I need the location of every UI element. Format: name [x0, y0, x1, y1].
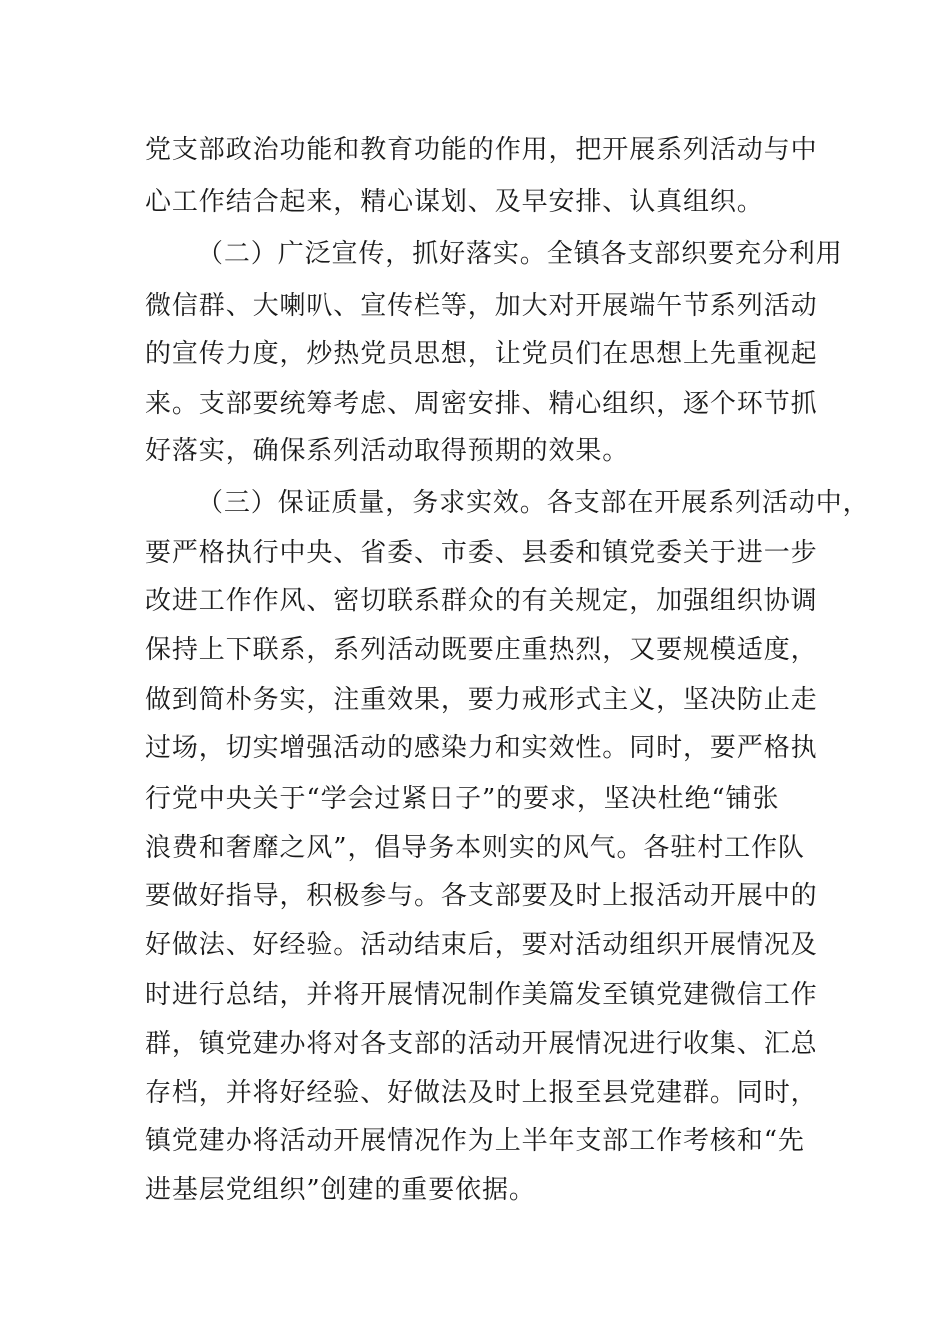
paragraph-start-line: （三）保证质量，务求实效。各支部在开展系列活动中，: [197, 488, 870, 518]
text-line: 来。支部要统筹考虑、周密安排、精心组织，逐个环节抓: [145, 389, 818, 419]
text-line: 行党中央关于“学会过紧日子”的要求，坚决杜绝“铺张: [145, 784, 780, 814]
text-line: 心工作结合起来，精心谋划、及早安排、认真组织。: [145, 187, 764, 217]
text-line: 的宣传力度，炒热党员思想，让党员们在思想上先重视起: [145, 339, 818, 369]
text-line: 微信群、大喇叭、宣传栏等，加大对开展端午节系列活动: [145, 291, 818, 321]
text-line: 要做好指导，积极参与。各支部要及时上报活动开展中的: [145, 881, 818, 911]
text-line: 要严格执行中央、省委、市委、县委和镇党委关于进一步: [145, 538, 818, 568]
text-line: 群，镇党建办将对各支部的活动开展情况进行收集、汇总: [145, 1029, 818, 1059]
text-line: 好落实，确保系列活动取得预期的效果。: [145, 436, 630, 466]
text-line: 时进行总结，并将开展情况制作美篇发至镇党建微信工作: [145, 980, 818, 1010]
paragraph-start-line: （二）广泛宣传，抓好落实。全镇各支部织要充分利用: [197, 239, 843, 269]
text-line: 进基层党组织”创建的重要依据。: [145, 1175, 536, 1205]
text-line: 保持上下联系，系列活动既要庄重热烈，又要规模适度，: [145, 635, 818, 665]
text-line: 好做法、好经验。活动结束后，要对活动组织开展情况及: [145, 930, 818, 960]
text-line: 党支部政治功能和教育功能的作用，把开展系列活动与中: [145, 135, 818, 165]
text-line: 浪费和奢靡之风”，倡导务本则实的风气。各驻村工作队: [145, 833, 805, 863]
text-line: 改进工作作风、密切联系群众的有关规定，加强组织协调: [145, 586, 818, 616]
text-line: 过场，切实增强活动的感染力和实效性。同时，要严格执: [145, 733, 818, 763]
text-line: 做到简朴务实，注重效果，要力戒形式主义，坚决防止走: [145, 685, 818, 715]
text-line: 镇党建办将活动开展情况作为上半年支部工作考核和“先: [145, 1126, 805, 1156]
text-line: 存档，并将好经验、好做法及时上报至县党建群。同时，: [145, 1078, 818, 1108]
